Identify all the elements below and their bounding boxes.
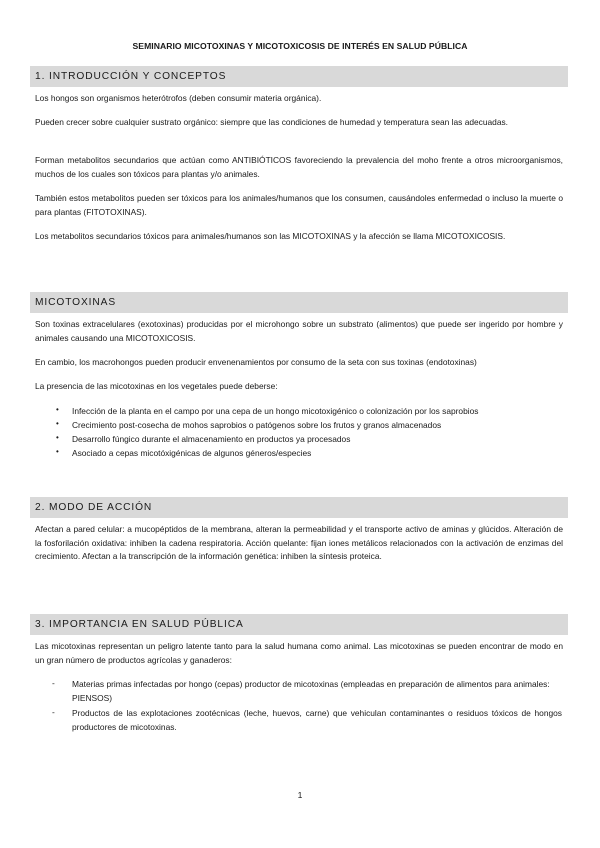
dash-marker: - [52, 707, 55, 717]
bullet-marker: • [56, 419, 59, 428]
paragraph: Los metabolitos secundarios tóxicos para animales/humanos son las MICOTOXINAS y la afección se llama MICOTOXICOSIS. [35, 231, 506, 241]
paragraph: Las micotoxinas representan un peligro latente tanto para la salud humana como animal. Las micotoxinas se pueden encontrar de modo en un gran número de productos agrícolas y ganaderos: [35, 641, 563, 665]
paragraph: Los hongos son organismos heterótrofos (deben consumir materia orgánica). [35, 93, 322, 103]
list-item: Materias primas infectadas por hongo (cepas) productor de micotoxinas (empleadas en preparación de alimentos para animales: PIENSOS) [72, 679, 550, 703]
page-number: 1 [297, 790, 303, 800]
list-item: Asociado a cepas micotóxigénicas de algunos géneros/especies [72, 448, 312, 458]
section-heading-modo-accion: 2. MODO DE ACCIÓN [30, 497, 568, 518]
section-heading-micotoxinas: MICOTOXINAS [30, 292, 568, 313]
list-item: Desarrollo fúngico durante el almacenamiento en productos ya procesados [72, 434, 351, 444]
section-heading-introduccion: 1. INTRODUCCIÓN Y CONCEPTOS [30, 66, 568, 87]
bullet-marker: • [56, 433, 59, 442]
paragraph: En cambio, los macrohongos pueden producir envenenamientos por consumo de la seta con sus toxinas (endotoxinas) [35, 357, 477, 367]
paragraph: Forman metabolitos secundarios que actúan como ANTIBIÓTICOS favoreciendo la prevalencia del moho frente a otros microorganismos, muchos de los cuales son tóxicos para plantas y/o animales. [35, 155, 563, 179]
paragraph: Son toxinas extracelulares (exotoxinas) producidas por el microhongo sobre un substrato (alimentos) que puede ser ingerido por hombre y animales causando una MICOTOXICOSIS. [35, 319, 563, 343]
paragraph: Afectan a pared celular: a mucopéptidos de la membrana, alteran la permeabilidad y el transporte activo de aminas y glúcidos. Alteración de la fosforilación oxidativa: inhiben la cadena respiratoria. Acción quelante: fijan iones metálicos relacionados con la activación de enzimas del crecimiento. Afectan a la transcripción de la información genética: inhiben la síntesis proteica. [35, 524, 563, 561]
bullet-marker: • [56, 447, 59, 456]
section-heading-salud-publica: 3. IMPORTANCIA EN SALUD PÚBLICA [30, 614, 568, 635]
bullet-marker: • [56, 405, 59, 414]
dash-marker: - [52, 678, 55, 688]
list-item: Productos de las explotaciones zootécnicas (leche, huevos, carne) que vehiculan contaminantes o residuos tóxicos de hongos productores de micotoxinas. [72, 708, 562, 732]
document-title: SEMINARIO MICOTOXINAS Y MICOTOXICOSIS DE INTERÉS EN SALUD PÚBLICA [132, 41, 468, 51]
paragraph: También estos metabolitos pueden ser tóxicos para los animales/humanos que los consumen, causándoles enfermedad o incluso la muerte o para plantas (FITOTOXINAS). [35, 193, 563, 217]
paragraph: La presencia de las micotoxinas en los vegetales puede deberse: [35, 381, 278, 391]
list-item: Crecimiento post-cosecha de mohos saprobios o patógenos sobre los frutos y granos almacenados [72, 420, 442, 430]
list-item: Infección de la planta en el campo por una cepa de un hongo micotoxigénico o colonización por los saprobios [72, 406, 479, 416]
paragraph: Pueden crecer sobre cualquier sustrato orgánico: siempre que las condiciones de humedad y temperatura sean las adecuadas. [35, 117, 509, 127]
